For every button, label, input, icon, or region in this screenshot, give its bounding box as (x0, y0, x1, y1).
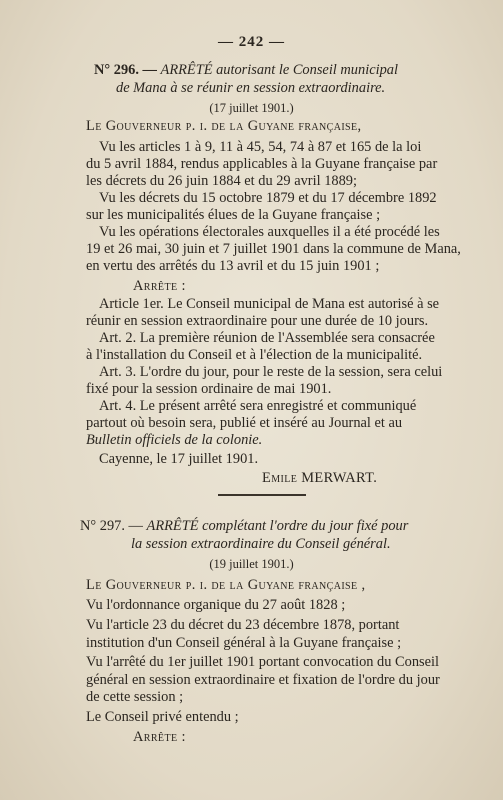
act2-para-line: Vu l'ordonnance organique du 27 août 1828 ; (86, 597, 346, 613)
act1-para-line: Vu les articles 1 à 9, 11 à 45, 54, 74 à 87 et 165 de la loi (99, 139, 422, 155)
act1-para-line: Vu les décrets du 15 octobre 1879 et du 17 décembre 1892 (99, 190, 437, 206)
act1-signature: Emile MERWART. (262, 470, 378, 486)
act1-article-line: à l'installation du Conseil et à l'élection de la municipalité. (86, 347, 423, 363)
act1-para-line: les décrets du 26 juin 1884 et du 29 avril 1889; (86, 173, 357, 189)
act1-title-line2: de Mana à se réunir en session extraordinaire. (116, 80, 386, 96)
act1-para-line: 19 et 26 mai, 30 juin et 7 juillet 1901 dans la commune de Mana, (86, 241, 461, 257)
act2-arrete-heading: Arrête : (133, 729, 186, 745)
act2-para-line: de cette session ; (86, 689, 184, 705)
act2-para-line: Vu l'arrêté du 1er juillet 1901 portant convocation du Conseil (86, 654, 440, 670)
act1-article-line: partout où besoin sera, publié et inséré au Journal et au (86, 415, 403, 431)
act1-article-line: Article 1er. Le Conseil municipal de Mana est autorisé à se (99, 296, 440, 312)
act1-para-line: en vertu des arrêtés du 13 avril et du 15 juin 1901 ; (86, 258, 380, 274)
section-divider (218, 494, 306, 496)
act1-article-line: Bulletin officiels de la colonie. (86, 432, 263, 448)
act1-para-line: Vu les opérations électorales auxquelles il a été procédé les (99, 224, 440, 240)
act1-article-line: réunir en session extraordinaire pour une durée de 10 jours. (86, 313, 429, 329)
act1-arrete-heading: Arrête : (133, 278, 186, 294)
act2-title-line2: la session extraordinaire du Conseil général. (131, 536, 391, 552)
act1-date: (17 juillet 1901.) (209, 101, 294, 115)
act2-para-line: Vu l'article 23 du décret du 23 décembre 1878, portant (86, 617, 400, 633)
act1-title-text: ARRÊTÉ autorisant le Conseil municipal (160, 62, 398, 78)
page-number: — 242 — (218, 34, 285, 50)
act2-title-line1 (80, 518, 503, 535)
act1-para-line: du 5 avril 1884, rendus applicables à la Guyane française par (86, 156, 438, 172)
act2-para-line: général en session extraordinaire et fixation de l'ordre du jour (86, 672, 440, 688)
act1-article-line: Art. 4. Le présent arrêté sera enregistré et communiqué (99, 398, 417, 414)
act2-para-line: institution d'un Conseil général à la Guyane française ; (86, 635, 402, 651)
act1-article-line: Art. 3. L'ordre du jour, pour le reste de la session, sera celui (99, 364, 443, 380)
act1-article-line: Art. 2. La première réunion de l'Assemblée sera consacrée (99, 330, 435, 346)
act1-place-date: Cayenne, le 17 juillet 1901. (99, 451, 259, 467)
act1-para-line: sur les municipalités élues de la Guyane française ; (86, 207, 381, 223)
act2-title-text: ARRÊTÉ complétant l'ordre du jour fixé pour (146, 518, 409, 534)
act1-number: N° 296. — (94, 62, 157, 78)
act2-number: N° 297. — (80, 518, 143, 534)
act2-governor: Le Gouverneur p. i. de la Guyane française , (86, 577, 366, 593)
act1-article-line: fixé pour la session ordinaire de mai 1901. (86, 381, 332, 397)
act1-title-line1 (94, 62, 503, 79)
act1-governor: Le Gouverneur p. i. de la Guyane française, (86, 118, 362, 134)
act2-date: (19 juillet 1901.) (209, 557, 294, 571)
act2-para-line: Le Conseil privé entendu ; (86, 709, 239, 725)
